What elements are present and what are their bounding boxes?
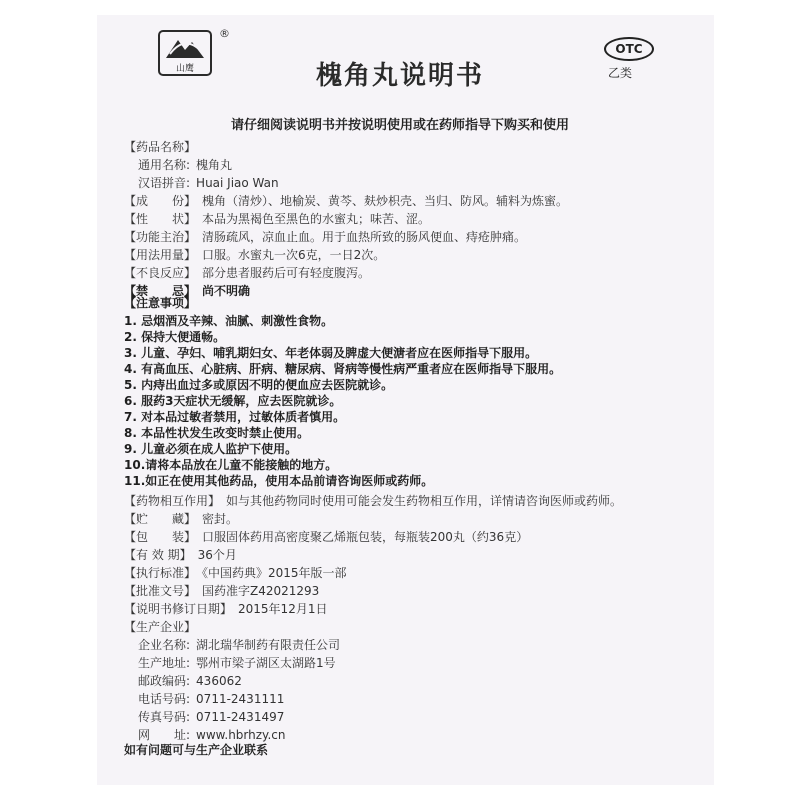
subtitle: 请仔细阅读说明书并按说明使用或在药师指导下购买和使用 (230, 118, 569, 133)
address-row: 生产地址: 鄂州市梁子湖区太湖路1号 (138, 656, 336, 670)
appearance-row: 【性 状】 本品为黑褐色至黑色的水蜜丸；味苦、涩。 (124, 212, 431, 226)
contraindication-row: 【禁 忌】 尚不明确 (124, 284, 251, 298)
dosage-row: 【用法用量】 口服。水蜜丸一次6克，一日2次。 (124, 248, 386, 262)
postcode-row: 邮政编码: 436062 (138, 674, 242, 688)
validity-row: 【有 效 期】 36个月 (124, 548, 237, 562)
package-row: 【包 装】 口服固体药用高密度聚乙烯瓶包装，每瓶装200丸（约36克） (124, 530, 529, 544)
adverse-row: 【不良反应】 部分患者服药后可有轻度腹泻。 (124, 266, 371, 280)
otc-badge: OTC (604, 37, 654, 61)
storage-row: 【贮 藏】 密封。 (124, 512, 239, 526)
section-manufacturer: 【生产企业】 (124, 620, 197, 634)
generic-name-row: 通用名称: 槐角丸 (138, 158, 233, 172)
note-item: 2. 保持大便通畅。 (124, 330, 226, 344)
section-drug-name: 【药品名称】 (124, 140, 197, 154)
note-item: 7. 对本品过敏者禁用，过敏体质者慎用。 (124, 410, 346, 424)
note-item: 11.如正在使用其他药品，使用本品前请咨询医师或药师。 (124, 474, 434, 488)
ingredients-row: 【成 份】 槐角（清炒）、地榆炭、黄芩、麸炒枳壳、当归、防风。辅料为炼蜜。 (124, 194, 569, 208)
standard-row: 【执行标准】 《中国药典》2015年版一部 (124, 566, 347, 580)
indication-row: 【功能主治】 清肠疏风，凉血止血。用于血热所致的肠风便血、痔疮肿痛。 (124, 230, 527, 244)
fax-row: 传真号码: 0711-2431497 (138, 710, 285, 724)
footer-contact-note: 如有问题可与生产企业联系 (124, 743, 269, 757)
page-title: 槐角丸说明书 (315, 61, 484, 91)
website-row: 网 址: www.hbrhzy.cn (138, 728, 286, 742)
section-notes: 【注意事项】 (124, 296, 197, 310)
approval-row: 【批准文号】 国药准字Z42021293 (124, 584, 320, 598)
note-item: 9. 儿童必须在成人监护下使用。 (124, 442, 298, 456)
note-item: 4. 有高血压、心脏病、肝病、糖尿病、肾病等慢性病严重者应在医师指导下服用。 (124, 362, 562, 376)
note-item: 3. 儿童、孕妇、哺乳期妇女、年老体弱及脾虚大便溏者应在医师指导下服用。 (124, 346, 538, 360)
note-item: 5. 内痔出血过多或原因不明的便血应去医院就诊。 (124, 378, 394, 392)
note-item: 10.请将本品放在儿童不能接触的地方。 (124, 458, 338, 472)
note-item: 1. 忌烟酒及辛辣、油腻、刺激性食物。 (124, 314, 334, 328)
pinyin-row: 汉语拼音: Huai Jiao Wan (138, 176, 279, 190)
interaction-row: 【药物相互作用】 如与其他药物同时使用可能会发生药物相互作用，详情请咨询医师或药师。 (124, 494, 623, 508)
registered-mark: ® (219, 27, 230, 40)
note-item: 6. 服药3天症状无缓解，应去医院就诊。 (124, 394, 342, 408)
note-item: 8. 本品性状发生改变时禁止使用。 (124, 426, 310, 440)
company-row: 企业名称: 湖北瑞华制药有限责任公司 (138, 638, 341, 652)
logo-text: 山鹰 (175, 64, 195, 74)
phone-row: 电话号码: 0711-2431111 (138, 692, 285, 706)
revision-date-row: 【说明书修订日期】 2015年12月1日 (124, 602, 328, 616)
otc-class: 乙类 (608, 66, 633, 80)
